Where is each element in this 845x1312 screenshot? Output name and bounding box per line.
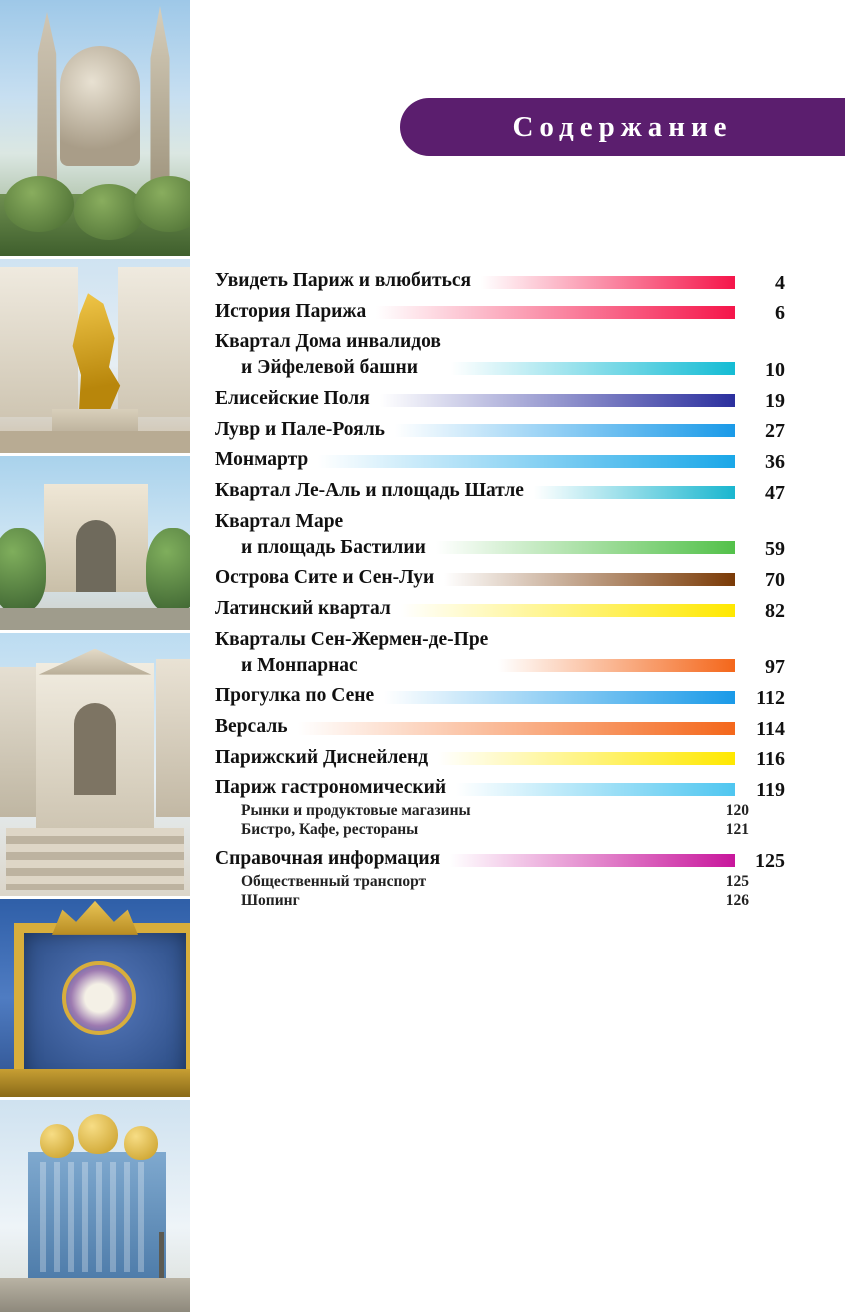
building-shape xyxy=(0,667,38,817)
toc-entry-line xyxy=(215,509,785,560)
toc-entry-page-number: 10 xyxy=(765,358,785,381)
toc-entry-line xyxy=(215,627,785,678)
toc-entry-gradient-rule xyxy=(401,604,735,617)
tree-shape xyxy=(4,176,74,232)
toc-entry-label xyxy=(215,596,401,622)
toc-entry-gradient-rule xyxy=(498,659,735,672)
toc-subentry-label: Шопинг xyxy=(241,891,300,909)
toc-entry-label-line2: и Монпарнас xyxy=(241,654,358,676)
fountain-arch xyxy=(74,703,116,795)
toc-entry-label-line1: Квартал Маре xyxy=(215,510,344,532)
toc-entry-gradient-rule xyxy=(481,276,735,289)
toc-entry-gradient-rule xyxy=(436,541,735,554)
toc-subentry[interactable] xyxy=(215,821,785,839)
toc-entry-page-number: 116 xyxy=(756,748,785,771)
fountain-steps xyxy=(6,828,184,890)
toc-entry-gradient-rule xyxy=(444,573,735,586)
toc-entry-label xyxy=(215,509,436,560)
toc-subentry-label: Рынки и продуктовые магазины xyxy=(241,802,471,820)
toc-entry-label-line1: Париж гастрономический xyxy=(215,777,447,799)
toc-entry-gradient-rule xyxy=(395,424,735,437)
toc-entry[interactable] xyxy=(215,745,785,771)
toc-entry-label xyxy=(215,329,451,380)
toc-entry-label xyxy=(215,627,498,678)
page-content xyxy=(193,0,845,1312)
toc-entry-gradient-rule xyxy=(534,486,735,499)
toc-subentry-page-number: 121 xyxy=(725,821,749,839)
toc-entry-page-number: 6 xyxy=(775,302,785,325)
toc-entry[interactable] xyxy=(215,299,785,325)
tree-shape xyxy=(146,528,190,612)
arc-de-triomphe-photo xyxy=(0,456,190,630)
toc-entry-gradient-rule xyxy=(318,455,735,468)
tree-shape xyxy=(74,184,144,240)
toc-entry-gradient-rule xyxy=(298,722,735,735)
toc-entry[interactable] xyxy=(215,268,785,294)
toc-subentry[interactable] xyxy=(215,802,785,820)
toc-entry[interactable] xyxy=(215,596,785,622)
toc-entry-label xyxy=(215,714,298,740)
toc-subentry[interactable] xyxy=(215,873,785,891)
glass-facade xyxy=(40,1162,152,1272)
toc-entry-gradient-rule xyxy=(451,362,735,375)
toc-entry-label-line2: и площадь Бастилии xyxy=(241,536,426,558)
toc-entry-label xyxy=(215,478,534,504)
gilded-clock-photo xyxy=(0,899,190,1098)
toc-entry-line xyxy=(215,745,785,771)
toc-entry-page-number: 119 xyxy=(756,779,785,802)
building-shape xyxy=(0,267,78,417)
page-title: Содержание xyxy=(512,110,733,143)
toc-entry-line xyxy=(215,775,785,801)
toc-entry-page-number: 97 xyxy=(765,656,785,679)
toc-entry[interactable] xyxy=(215,447,785,473)
toc-subentry[interactable] xyxy=(215,892,785,910)
toc-entry-label xyxy=(215,745,438,771)
toc-entry-label-line1: История Парижа xyxy=(215,300,367,322)
toc-entry-gradient-rule xyxy=(450,854,735,867)
toc-entry-line xyxy=(215,299,785,325)
toc-entry-page-number: 47 xyxy=(765,481,785,504)
page-title-banner xyxy=(400,98,845,156)
toc-entry-label xyxy=(215,299,376,325)
toc-entry-label xyxy=(215,846,450,872)
toc-entry-page-number: 4 xyxy=(775,271,785,294)
toc-entry-label xyxy=(215,447,318,473)
golden-statue-photo xyxy=(0,259,190,453)
toc-subentry-page-number: 120 xyxy=(725,802,749,820)
toc-entry[interactable] xyxy=(215,714,785,740)
toc-entry-page-number: 36 xyxy=(765,451,785,474)
toc-entry-line xyxy=(215,846,785,872)
toc-entry[interactable] xyxy=(215,683,785,709)
toc-entry-label-line1: Версаль xyxy=(215,716,288,738)
toc-entry-line xyxy=(215,268,785,294)
building-shape xyxy=(156,659,190,817)
toc-entry-label xyxy=(215,565,444,591)
golden-dome-shape xyxy=(78,1114,118,1154)
toc-entry-gradient-rule xyxy=(438,752,735,765)
tree-shape xyxy=(0,528,46,612)
toc-entry-gradient-rule xyxy=(384,691,735,704)
photo-foreground xyxy=(0,431,190,453)
toc-entry-label-line1: Увидеть Париж и влюбиться xyxy=(215,270,472,291)
toc-entry-label-line1: Прогулка по Сене xyxy=(215,685,375,707)
toc-entry-line xyxy=(215,386,785,412)
toc-entry[interactable] xyxy=(215,417,785,443)
toc-entry-page-number: 70 xyxy=(765,569,785,592)
toc-entry-gradient-rule xyxy=(376,306,735,319)
toc-entry-label-line1: Лувр и Пале-Рояль xyxy=(215,418,385,440)
toc-entry-label-line1: Справочная информация xyxy=(215,848,441,870)
modern-building-photo xyxy=(0,1100,190,1312)
arch-opening xyxy=(76,520,116,592)
toc-entry-label-line1: Латинский квартал xyxy=(215,598,391,620)
toc-entry-label xyxy=(215,775,456,801)
toc-entry-label xyxy=(215,417,395,443)
golden-dome-shape xyxy=(124,1126,158,1160)
table-of-contents xyxy=(215,268,785,917)
toc-entry-page-number: 19 xyxy=(765,389,785,412)
toc-entry-label-line1: Квартал Дома инвалидов xyxy=(215,331,441,353)
toc-entry-page-number: 59 xyxy=(765,538,785,561)
toc-entry-label-line1: Острова Сите и Сен-Луи xyxy=(215,567,435,589)
toc-entry-gradient-rule xyxy=(380,394,735,407)
toc-entry-page-number: 112 xyxy=(756,687,785,710)
toc-entry[interactable] xyxy=(215,775,785,839)
toc-entry[interactable] xyxy=(215,478,785,504)
toc-entry-line xyxy=(215,596,785,622)
toc-entry-label-line1: Монмартр xyxy=(215,449,309,471)
toc-entry-line xyxy=(215,447,785,473)
toc-entry-gradient-rule xyxy=(456,783,735,796)
toc-entry-label-line2: и Эйфелевой башни xyxy=(241,357,419,379)
notre-dame-photo xyxy=(0,0,190,256)
toc-subentry-label: Общественный транспорт xyxy=(241,872,427,890)
toc-subentry-page-number: 126 xyxy=(725,891,749,909)
toc-entry-label-line1: Кварталы Сен-Жермен-де-Пре xyxy=(215,628,489,650)
toc-entry-label-line1: Парижский Диснейленд xyxy=(215,746,429,768)
toc-entry-page-number: 125 xyxy=(755,849,785,872)
toc-entry-line xyxy=(215,714,785,740)
golden-dome-shape xyxy=(40,1124,74,1158)
toc-entry[interactable] xyxy=(215,509,785,560)
toc-entry-line xyxy=(215,329,785,380)
toc-entry-line xyxy=(215,417,785,443)
toc-entry[interactable] xyxy=(215,565,785,591)
toc-subentry-page-number: 125 xyxy=(725,872,749,890)
fontaine-des-innocents-photo xyxy=(0,633,190,896)
toc-entry-label xyxy=(215,268,481,294)
toc-entry-label xyxy=(215,386,380,412)
photo-foreground xyxy=(0,1069,190,1097)
cathedral-dome xyxy=(60,46,140,166)
photo-foreground xyxy=(0,1278,190,1312)
toc-entry[interactable] xyxy=(215,329,785,380)
toc-entry[interactable] xyxy=(215,846,785,910)
clock-face-shape xyxy=(62,961,136,1035)
building-shape xyxy=(118,267,190,417)
toc-entry-page-number: 82 xyxy=(765,599,785,622)
toc-entry-label-line1: Елисейские Поля xyxy=(215,387,370,409)
photo-foreground xyxy=(0,608,190,630)
photo-strip xyxy=(0,0,190,1312)
toc-entry-page-number: 27 xyxy=(765,420,785,443)
toc-entry[interactable] xyxy=(215,627,785,678)
toc-entry-line xyxy=(215,683,785,709)
toc-subentry-label: Бистро, Кафе, рестораны xyxy=(241,821,419,839)
toc-entry[interactable] xyxy=(215,386,785,412)
toc-entry-line xyxy=(215,478,785,504)
toc-entry-page-number: 114 xyxy=(756,717,785,740)
toc-entry-label-line1: Квартал Ле-Аль и площадь Шатле xyxy=(215,480,524,502)
toc-entry-line xyxy=(215,565,785,591)
toc-entry-label xyxy=(215,683,384,709)
